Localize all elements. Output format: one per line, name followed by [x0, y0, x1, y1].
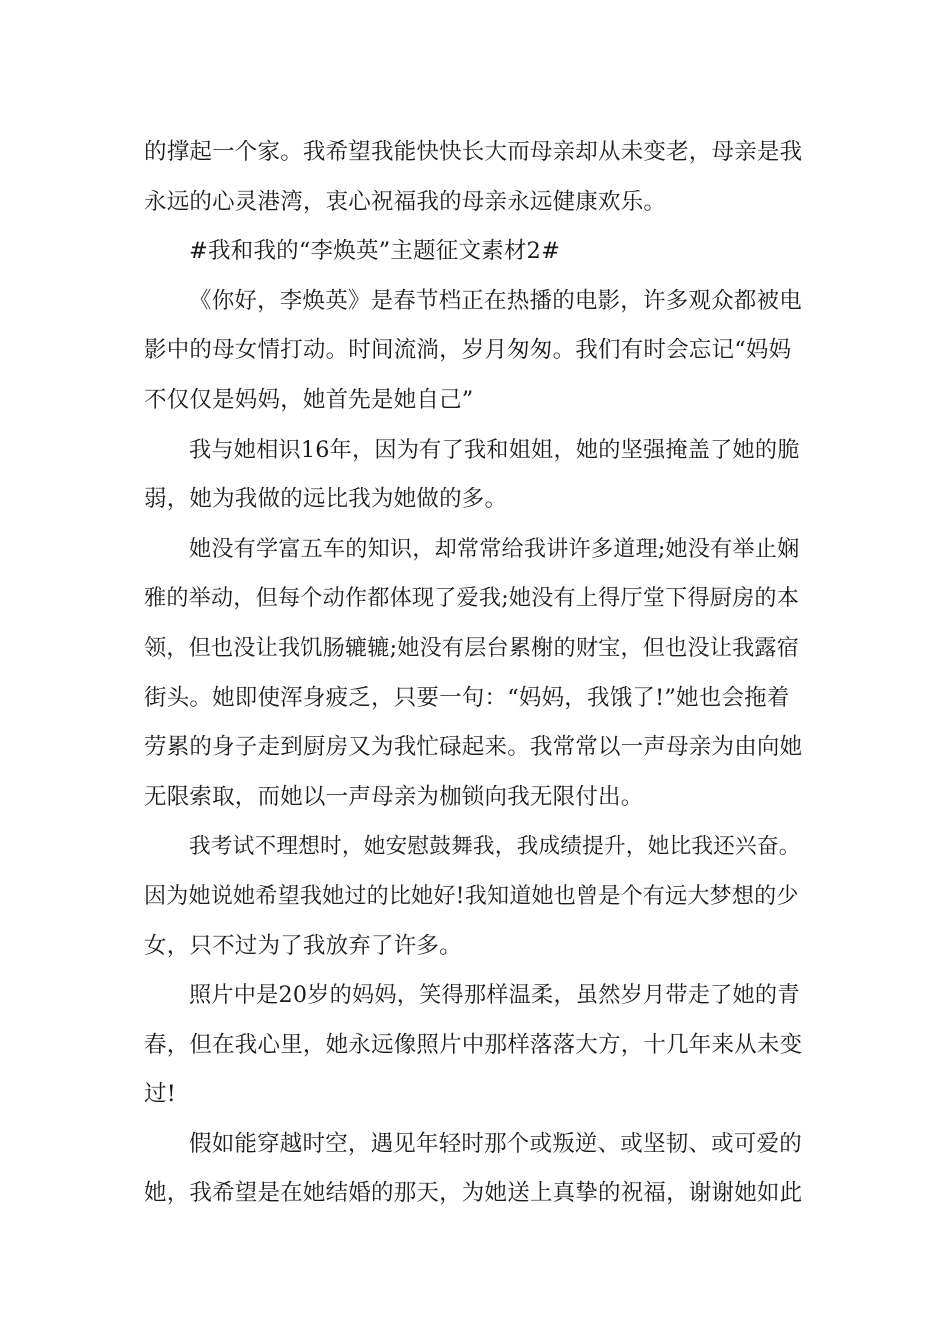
text-line: 女，只不过为了我放弃了许多。 — [144, 932, 462, 959]
section-heading: #我和我的“李焕英”主题征文素材2# — [189, 238, 561, 265]
text-line: 过! — [144, 1081, 176, 1108]
text-line: 假如能穿越时空，遇见年轻时那个或叛逆、或坚韧、或可爱的 — [189, 1130, 802, 1157]
text-line: 我考试不理想时，她安慰鼓舞我，我成绩提升，她比我还兴奋。 — [189, 834, 801, 860]
text-line: 无限索取，而她以一声母亲为枷锁向我无限付出。 — [144, 783, 644, 810]
text-line: 她没有学富五车的知识，却常常给我讲许多道理;她没有举止娴 — [189, 535, 800, 562]
text-line: 雅的举动，但每个动作都体现了爱我;她没有上得厅堂下得厨房的本 — [144, 585, 800, 612]
text-line: 照片中是20岁的妈妈，笑得那样温柔，虽然岁月带走了她的青 — [189, 982, 800, 1009]
text-line: 永远的心灵港湾，衷心祝福我的母亲永远健康欢乐。 — [144, 188, 667, 215]
text-line: 她，我希望是在她结婚的那天，为她送上真挚的祝福，谢谢她如此 — [144, 1180, 803, 1207]
text-line: 弱，她为我做的远比我为她做的多。 — [144, 486, 508, 513]
text-line: 影中的母女情打动。时间流淌，岁月匆匆。我们有时会忘记“妈妈 — [144, 337, 792, 364]
document-page — [144, 128, 806, 1219]
text-line: 领，但也没让我饥肠辘辘;她没有层台累榭的财宝，但也没让我露宿 — [144, 634, 800, 661]
text-line: 劳累的身子走到厨房又为我忙碌起来。我常常以一声母亲为由向她 — [144, 734, 803, 761]
text-line: 街头。她即使浑身疲乏，只要一句：“妈妈，我饿了!”她也会拖着 — [144, 684, 790, 711]
text-line: 我与她相识16年，因为有了我和姐姐，她的坚强掩盖了她的脆 — [189, 436, 800, 463]
text-line: 不仅仅是妈妈，她首先是她自己” — [144, 386, 474, 413]
text-line: 春，但在我心里，她永远像照片中那样落落大方，十几年来从未变 — [144, 1031, 803, 1058]
text-line: 《你好，李焕英》是春节档正在热播的电影，许多观众都被电 — [189, 287, 802, 314]
text-line: 因为她说她希望我她过的比她好!我知道她也曾是个有远大梦想的少 — [144, 883, 799, 909]
text-line: 的撑起一个家。我希望我能快快长大而母亲却从未变老，母亲是我 — [144, 139, 803, 165]
